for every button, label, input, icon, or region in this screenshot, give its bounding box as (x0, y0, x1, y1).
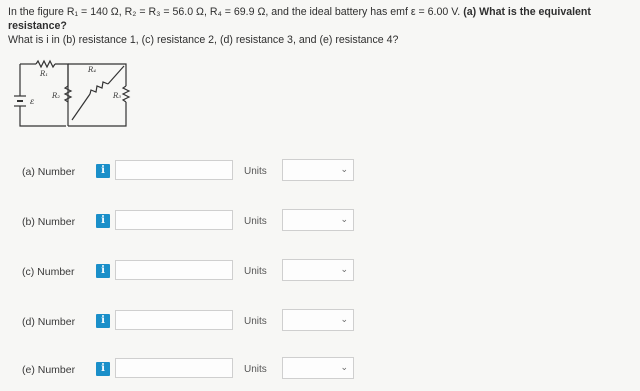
info-icon[interactable]: i (96, 264, 110, 278)
chevron-down-icon: ⌄ (340, 164, 348, 174)
chevron-down-icon: ⌄ (340, 362, 348, 372)
wire-diag-2 (108, 66, 124, 84)
question-part-a: (a) What is the equivalent resistance? (8, 6, 591, 32)
battery-emf (14, 96, 26, 106)
label-r3: R₃ (113, 92, 122, 100)
answer-row-a (0, 157, 640, 187)
resistor-r1 (36, 61, 55, 67)
answer-label: (a) Number (22, 166, 76, 178)
question-givens: In the figure R₁ = 140 Ω, R₂ = R₃ = 56.0 Ω, R₄ = 69.9 Ω, and the ideal battery has emf ε = 6.00 V. (8, 6, 461, 18)
units-label: Units (244, 216, 267, 227)
number-input[interactable] (115, 160, 233, 180)
question-line-2: What is i in (b) resistance 1, (c) resistance 2, (d) resistance 3, and (e) resistance 4? (8, 34, 399, 46)
units-select[interactable] (282, 159, 354, 181)
wire-right-top (68, 64, 126, 86)
units-label: Units (244, 316, 267, 327)
question-text (8, 5, 636, 47)
units-label: Units (244, 364, 267, 375)
number-input[interactable] (115, 260, 233, 280)
wire-left-bottom (20, 106, 66, 126)
answer-label: (b) Number (22, 216, 76, 228)
chevron-down-icon: ⌄ (340, 314, 348, 324)
resistor-r4 (90, 82, 108, 94)
units-select[interactable] (282, 259, 354, 281)
chevron-down-icon: ⌄ (340, 264, 348, 274)
answer-row-d (0, 307, 640, 337)
label-r1: R₁ (40, 70, 49, 78)
number-input[interactable] (115, 358, 233, 378)
question-line-1 (8, 5, 636, 33)
label-r2: R₂ (52, 92, 61, 100)
units-label: Units (244, 266, 267, 277)
units-select[interactable] (282, 209, 354, 231)
units-select[interactable] (282, 309, 354, 331)
wire-diag-1 (72, 94, 90, 120)
answer-row-e (0, 355, 640, 385)
answer-label: (e) Number (22, 364, 76, 376)
answer-row-b (0, 207, 640, 237)
answer-row-c (0, 257, 640, 287)
info-icon[interactable]: i (96, 214, 110, 228)
chevron-down-icon: ⌄ (340, 214, 348, 224)
number-input[interactable] (115, 210, 233, 230)
answer-label: (d) Number (22, 316, 76, 328)
info-icon[interactable]: i (96, 362, 110, 376)
label-r4: R₄ (88, 66, 97, 74)
number-input[interactable] (115, 310, 233, 330)
units-label: Units (244, 166, 267, 177)
units-select[interactable] (282, 357, 354, 379)
resistor-r3 (123, 86, 129, 102)
answer-label: (c) Number (22, 266, 75, 278)
circuit-diagram (6, 56, 136, 136)
info-icon[interactable]: i (96, 314, 110, 328)
info-icon[interactable]: i (96, 164, 110, 178)
label-emf: ɛ (30, 97, 35, 106)
